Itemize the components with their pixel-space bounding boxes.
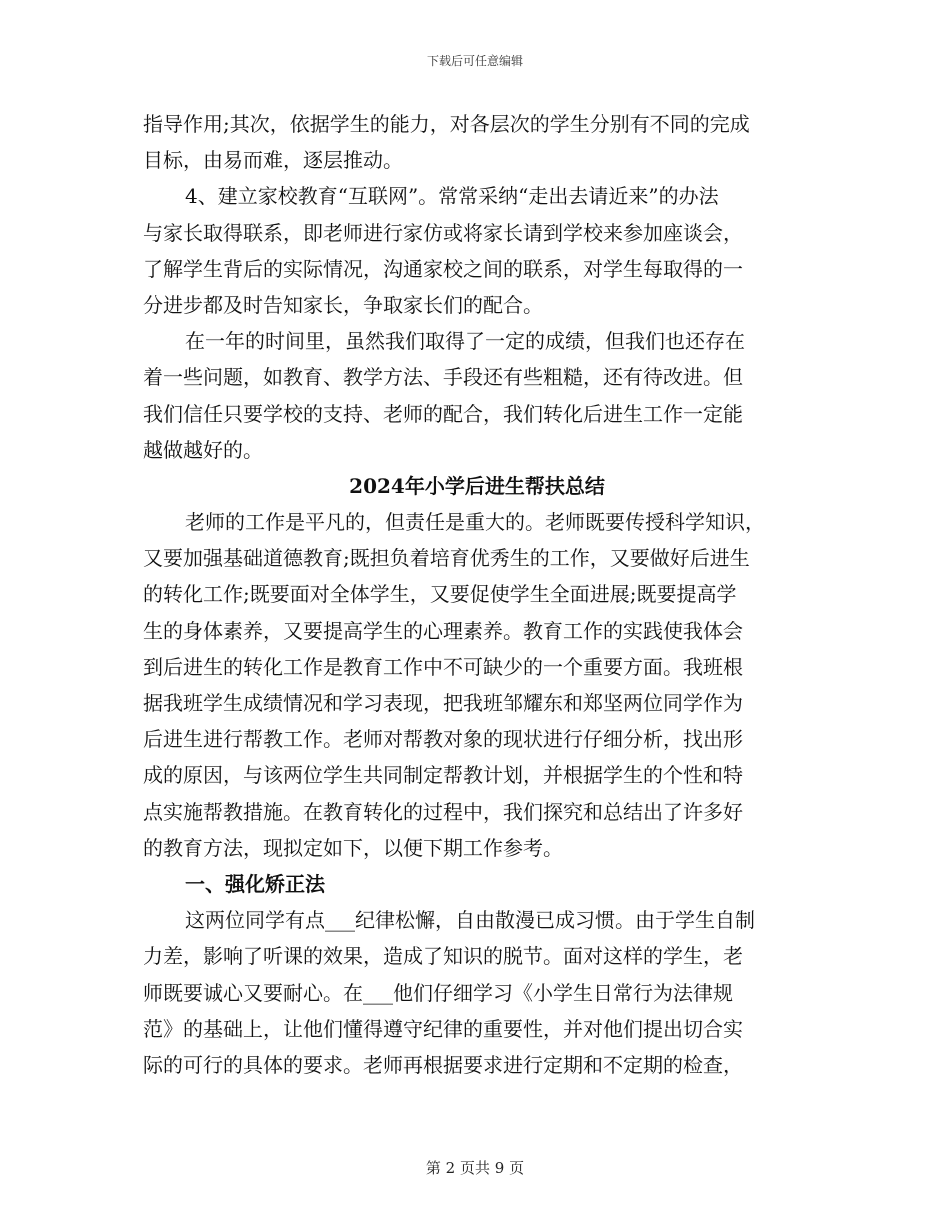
paragraph-start: 在一年的时间里，虽然我们取得了一定的成绩，但我们也还存在 — [185, 329, 745, 354]
text-line: 点实施帮教措施。在教育转化的过程中，我们探究和总结出了许多好 — [143, 799, 743, 824]
text-line: 着一些问题，如教育、教学方法、手段还有些粗糙，还有待改进。但 — [143, 365, 743, 390]
text-line: 的转化工作;既要面对全体学生，又要促使学生全面进展;既要提高学 — [143, 582, 737, 607]
text-line: 成的原因，与该两位学生共同制定帮教计划，并根据学生的个性和特 — [143, 763, 743, 788]
text-line: 指导作用;其次，依据学生的能力，对各层次的学生分别有不同的完成 — [143, 112, 750, 136]
section-title: 2024年小学后进生帮扶总结 — [349, 473, 605, 498]
document-body — [143, 106, 811, 1083]
text-line: 范》的基础上，让他们懂得遵守纪律的重要性，并对他们提出切合实 — [143, 1016, 743, 1041]
paragraph-start: 这两位同学有点___纪律松懈，自由散漫已成习惯。由于学生自制 — [185, 908, 755, 933]
text-line: 分进步都及时告知家长，争取家长们的配合。 — [143, 292, 543, 317]
paragraph-start: 4、建立家校教育“互联网”。常常采纳“走出去请近来”的办法 — [185, 184, 719, 209]
page-header: 下载后可任意编辑 — [426, 54, 523, 68]
text-line: 到后进生的转化工作是教育工作中不可缺少的一个重要方面。我班根 — [143, 654, 743, 679]
text-line: 我们信任只要学校的支持、老师的配合，我们转化后进生工作一定能 — [143, 401, 743, 426]
text-line: 师既要诚心又要耐心。在___他们仔细学习《小学生日常行为法律规 — [143, 980, 733, 1005]
text-line: 又要加强基础道德教育;既担负着培育优秀生的工作，又要做好后进生 — [143, 546, 750, 571]
text-line: 目标，由易而难，逐层推动。 — [143, 148, 403, 173]
text-line: 据我班学生成绩情况和学习表现，把我班邹耀东和郑坚两位同学作为 — [143, 691, 743, 715]
subsection-heading: 一、强化矫正法 — [185, 871, 325, 896]
text-line: 了解学生背后的实际情况，沟通家校之间的联系，对学生每取得的一 — [143, 256, 743, 281]
text-line: 际的可行的具体的要求。老师再根据要求进行定期和不定期的检查， — [143, 1052, 743, 1077]
text-line: 的教育方法，现拟定如下，以便下期工作参考。 — [143, 835, 563, 860]
text-line: 生的身体素养，又要提高学生的心理素养。教育工作的实践使我体会 — [143, 618, 743, 643]
page-number: 第 2 页共 9 页 — [425, 1159, 525, 1177]
text-line: 后进生进行帮教工作。老师对帮教对象的现状进行仔细分析，找出形 — [143, 727, 743, 752]
text-line: 力差，影响了听课的效果，造成了知识的脱节。面对这样的学生，老 — [143, 944, 743, 969]
text-line: 越做越好的。 — [143, 437, 263, 462]
text-line: 与家长取得联系，即老师进行家仿或将家长请到学校来参加座谈会， — [143, 220, 743, 245]
paragraph-start: 老师的工作是平凡的，但责任是重大的。老师既要传授科学知识， — [185, 510, 765, 535]
